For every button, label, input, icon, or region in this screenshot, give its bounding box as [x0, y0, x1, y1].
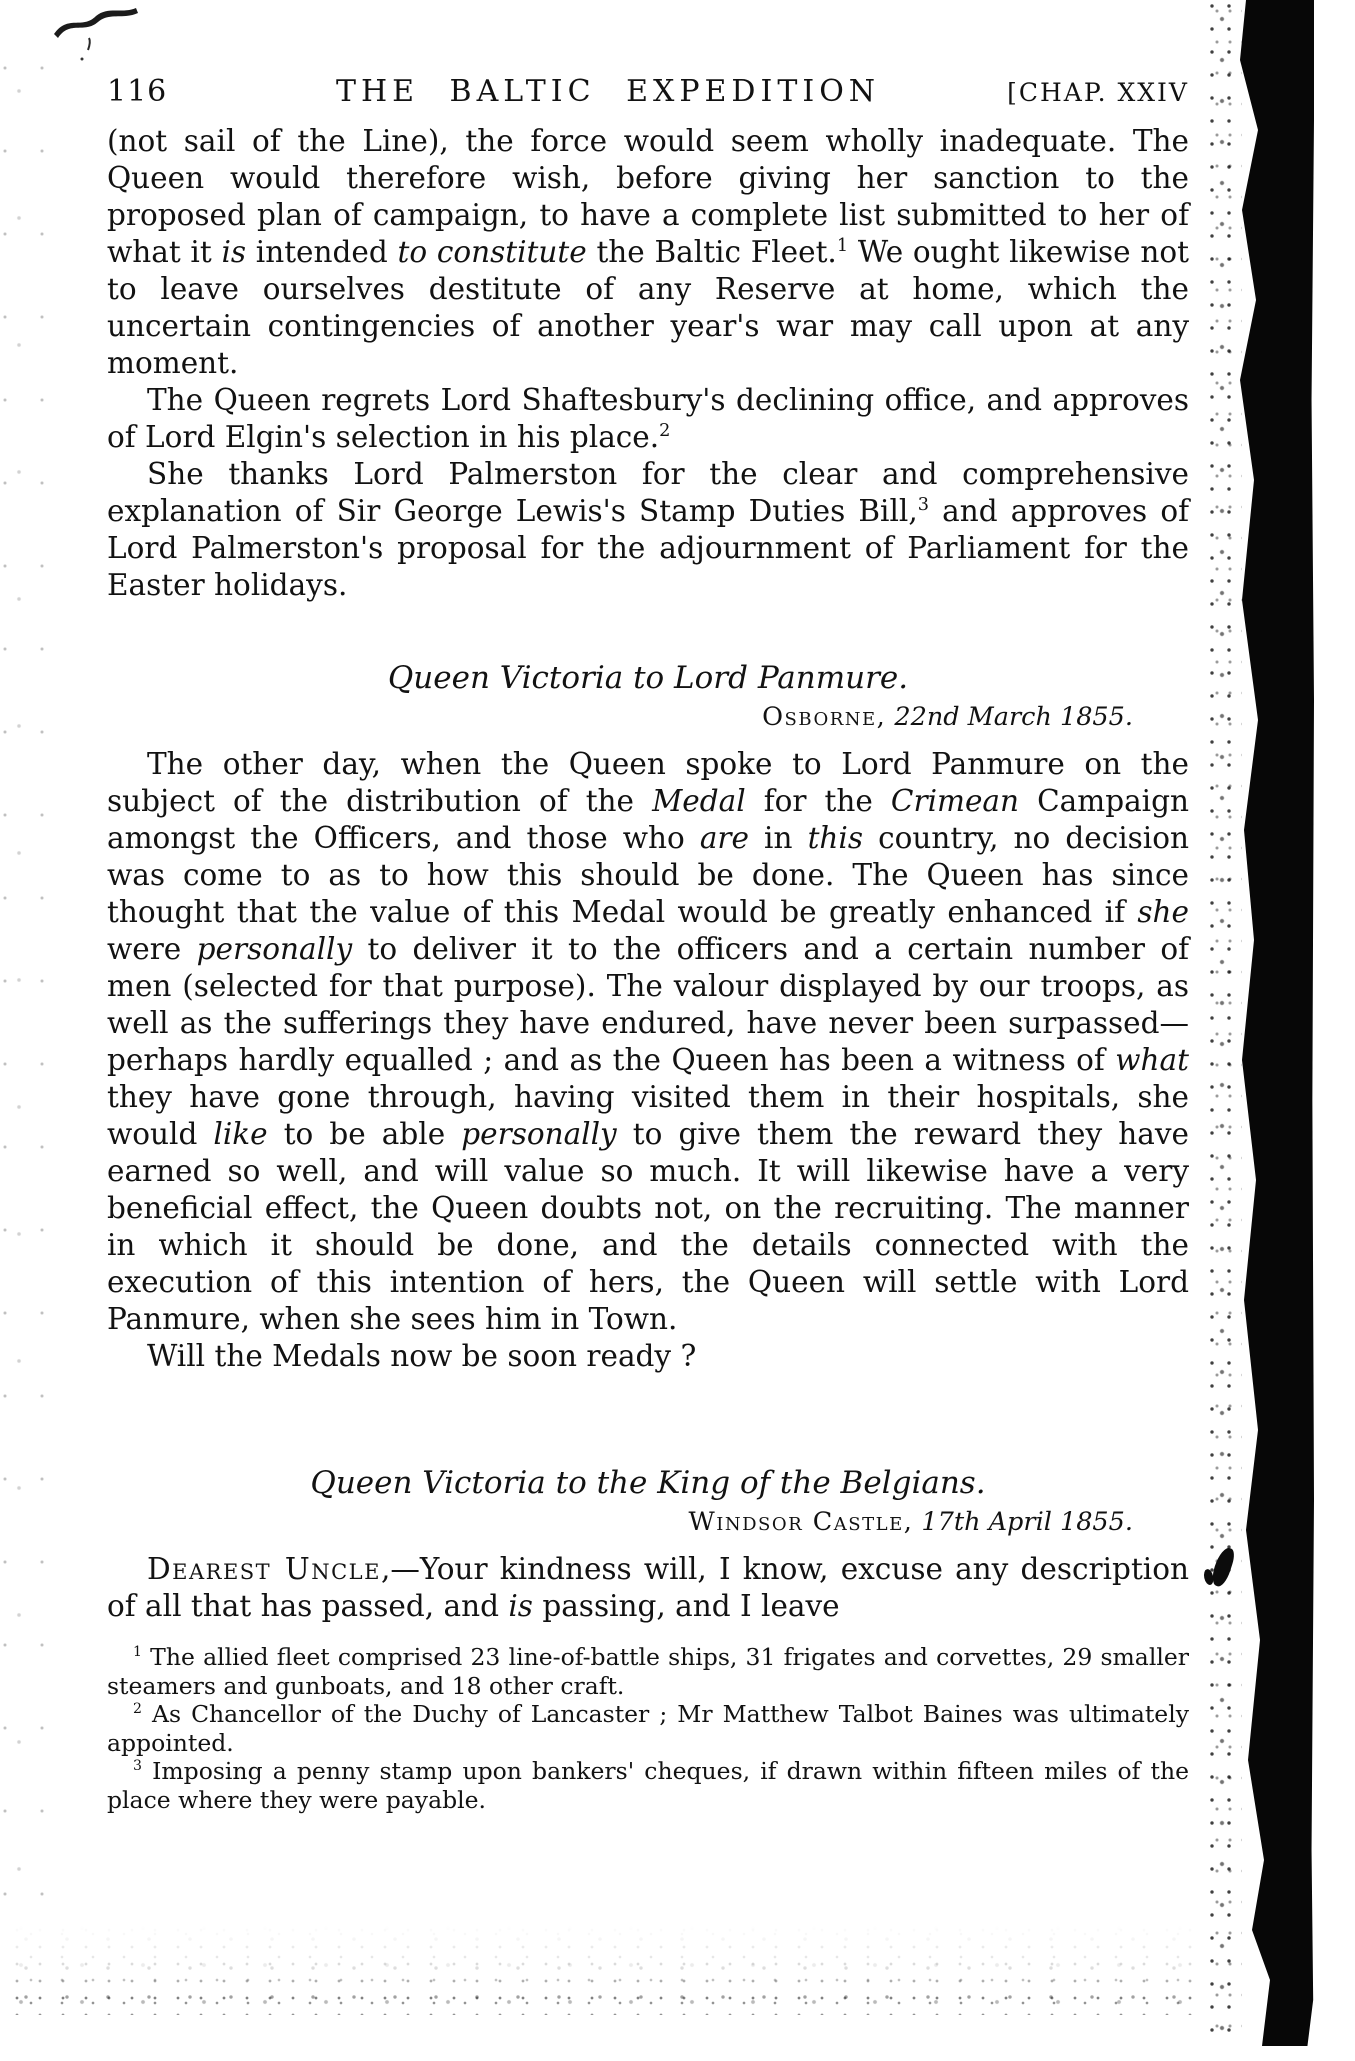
paragraph: She thanks Lord Palmerston for the clear and comprehensive explanation of Sir George Lewis's Stamp Duties Bill,$^3$ and approves of Lord Palmerston's proposal for the adjournment of Parliament for the Easter holidays. — [107, 457, 1189, 602]
scan-gutter-fray — [1208, 0, 1242, 2040]
letter-dateline: Windsor Castle, 17th April 1855. — [688, 1507, 1133, 1537]
page-header — [107, 74, 1189, 111]
footnote: $^3$ Imposing a penny stamp upon bankers' cheques, if drawn within fifteen miles of the place where they were payable. — [107, 1757, 1189, 1814]
letter-heading: Queen Victoria to the King of the Belgians. — [310, 1465, 986, 1501]
running-title: THE BALTIC EXPEDITION — [335, 74, 881, 109]
letter-paragraph: The other day, when the Queen spoke to Lord Panmure on the subject of the distribution of the Medal for the Crimean Campaign amongst the Officers, and those who are in this country, no decision was come to as to how this should be done. The Queen has since thought that the value of this Medal would be greatly enhanced if she were personally to deliver it to the officers and a certain number of men (selected for that purpose). The valour displayed by our troops, as well as the sufferings they have endured, have never been surpassed—perhaps hardly equalled ; and as the Queen has been a witness of what they have gone through, having visited them in their hospitals, she would like to be able personally to give them the reward they have earned so well, and will value so much. It will likewise have a very beneficial effect, the Queen doubts not, on the recruiting. The manner in which it should be done, and the details connected with the execution of this intention of hers, the Queen will settle with Lord Panmure, when she sees him in Town. — [107, 747, 1190, 1336]
scan-left-speckle — [0, 60, 46, 1920]
footnote: $^1$ The allied fleet comprised 23 line-of-battle ships, 31 frigates and corvettes, 29 smaller steamers and gunboats, and 18 other craft. — [107, 1643, 1189, 1700]
page-number: 116 — [107, 74, 168, 109]
pen-smudge — [48, 4, 140, 68]
paragraph-continuation: (not sail of the Line), the force would seem wholly inadequate. The Queen would therefore wish, before giving her sanction to the proposed plan of campaign, to have a complete list submitted to her of what it is intended to constitute the Baltic Fleet.$^1$ We ought likewise not to leave ourselves destitute of any Reserve at home, which the uncertain contingencies of another year's war may call upon at any moment. — [107, 124, 1189, 380]
letter-paragraph: Will the Medals now be soon ready ? — [147, 1339, 697, 1373]
paragraph: The Queen regrets Lord Shaftesbury's declining office, and approves of Lord Elgin's selection in his place.$^2$ — [107, 383, 1189, 454]
letter-dateline: Osborne, 22nd March 1855. — [762, 702, 1133, 732]
footnotes — [107, 1643, 1189, 1814]
letter-heading: Queen Victoria to Lord Panmure. — [387, 660, 909, 696]
scan-bottom-noise — [14, 1925, 1204, 2015]
footnote: $^2$ As Chancellor of the Duchy of Lancaster ; Mr Matthew Talbot Baines was ultimately appointed. — [107, 1700, 1189, 1757]
page-content — [107, 74, 1189, 1814]
scan-gutter-bar — [1232, 0, 1314, 2046]
letter-paragraph: Dearest Uncle,—Your kindness will, I know, excuse any description of all that has passed, and is passing, and I leave — [107, 1552, 1189, 1623]
chapter-reference: [CHAP. XXIV — [1007, 78, 1189, 107]
